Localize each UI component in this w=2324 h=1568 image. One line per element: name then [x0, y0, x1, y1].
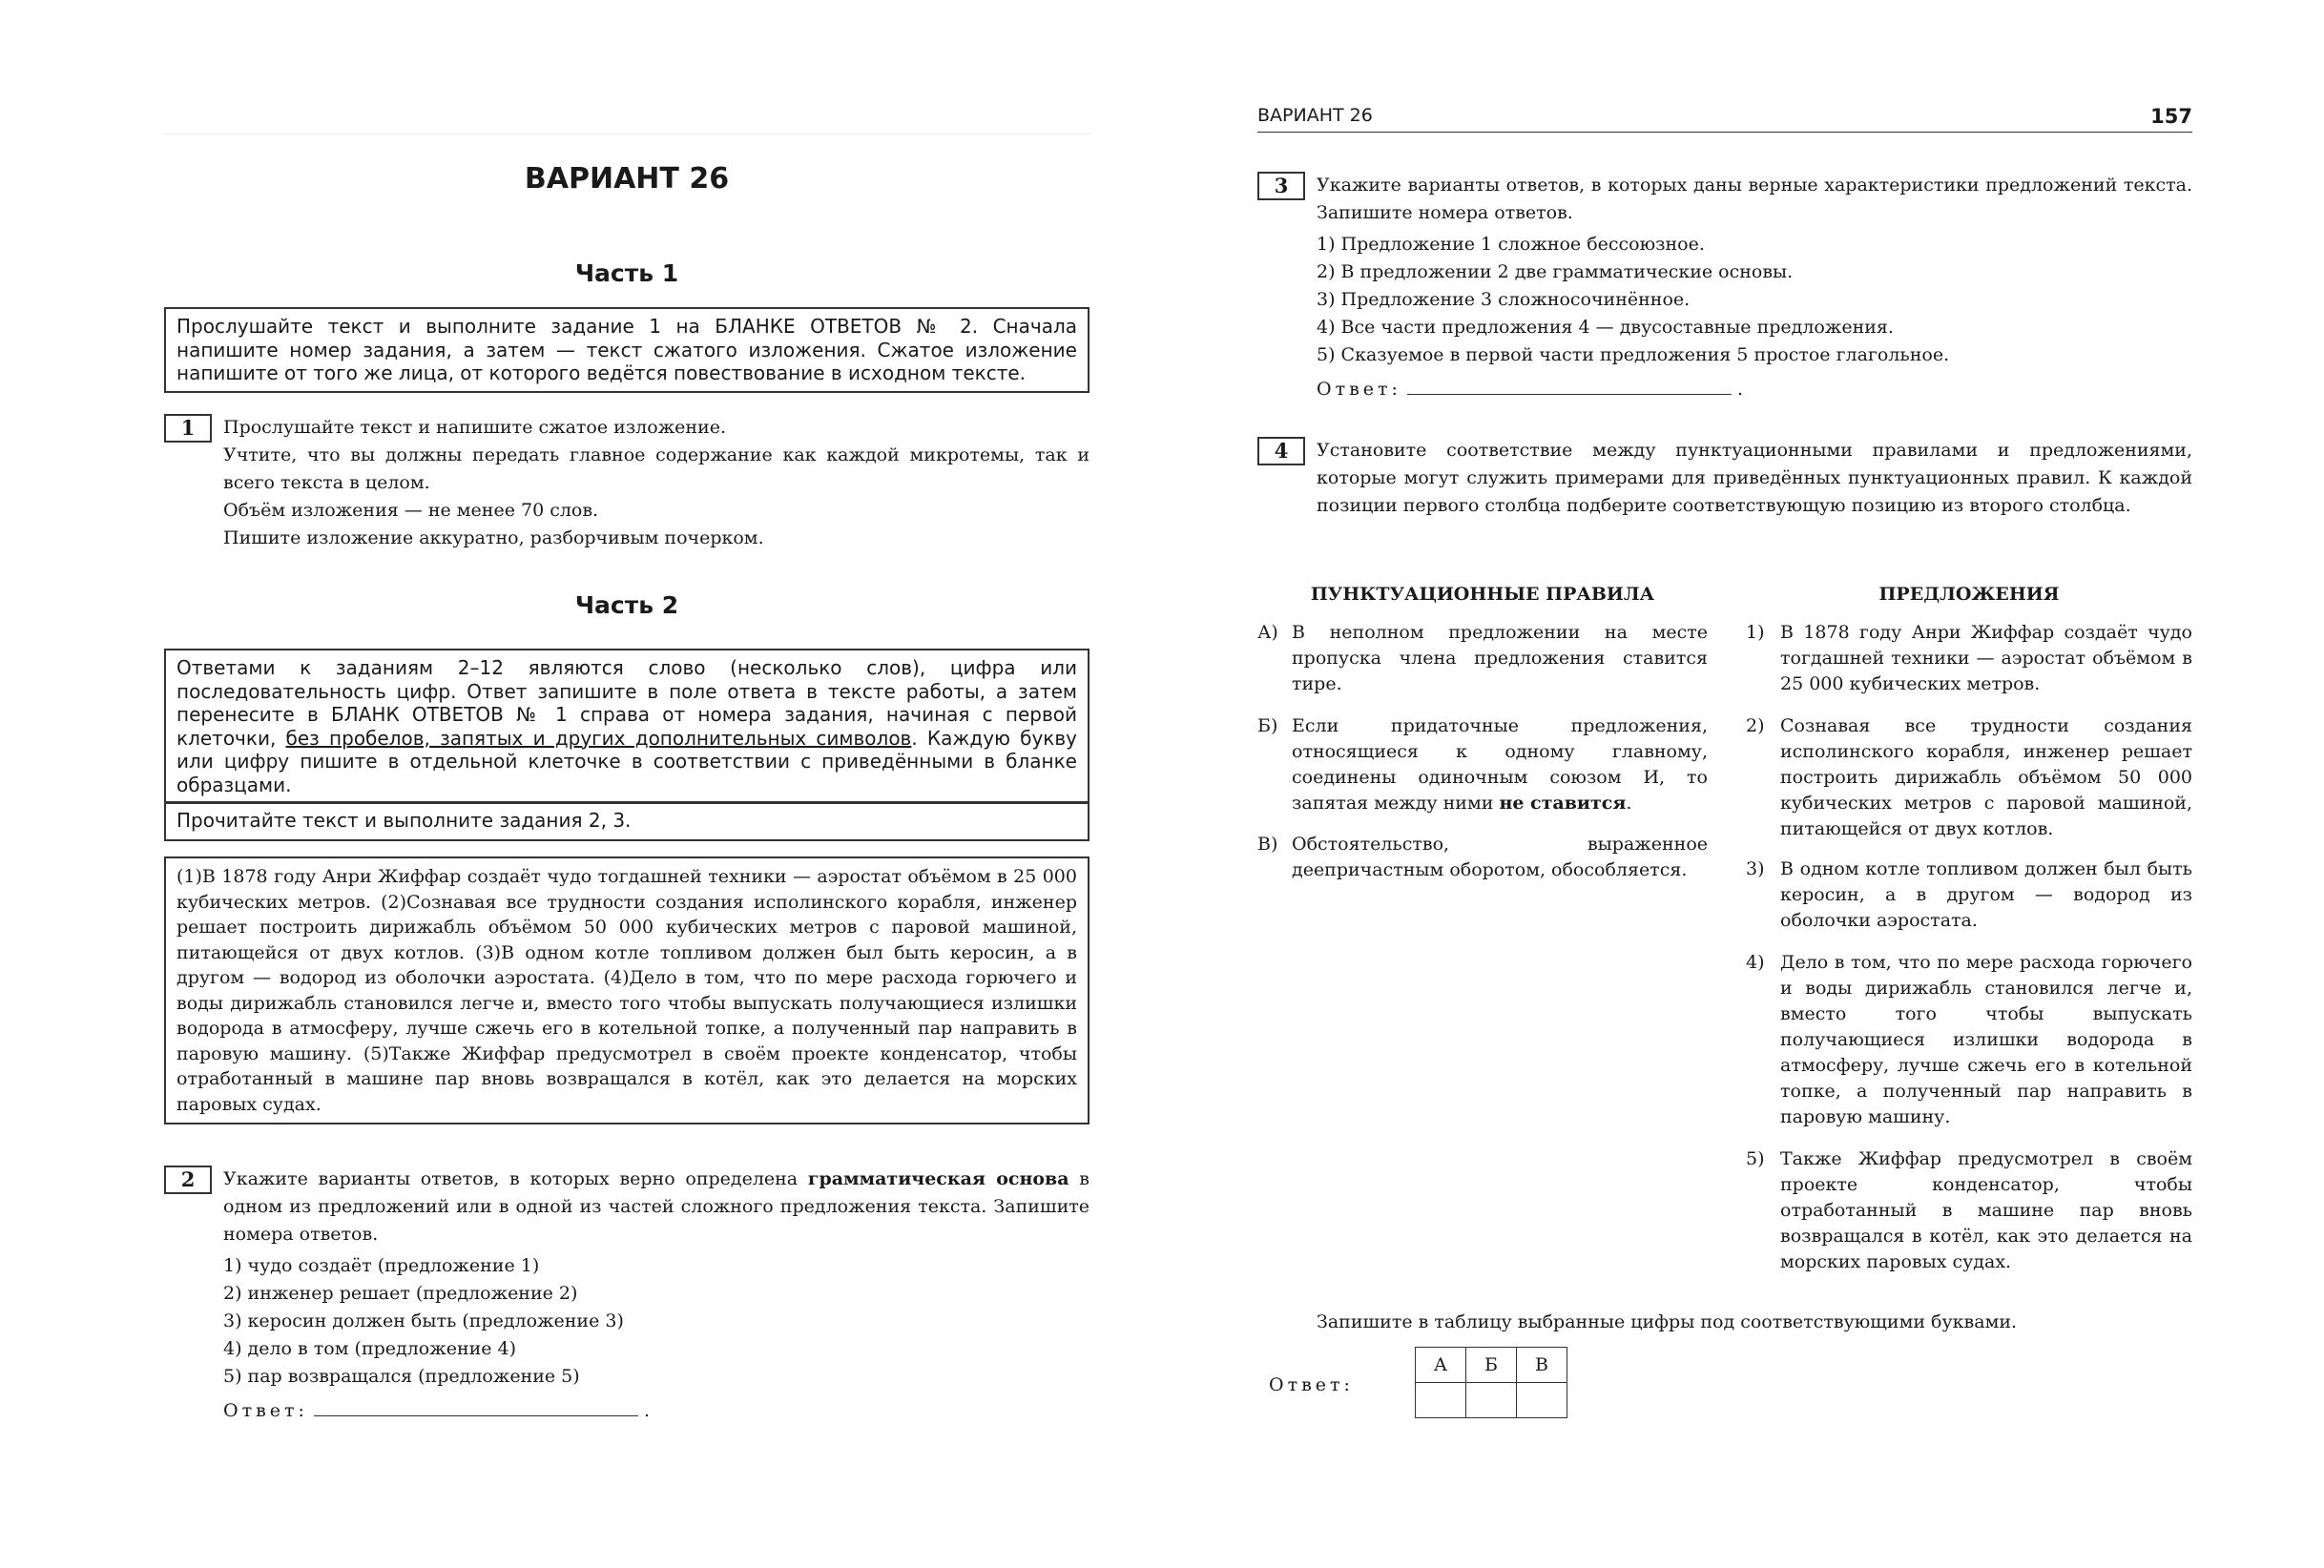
task3-answer-row: Ответ: .	[1317, 375, 2192, 403]
task4-number: 4	[1257, 437, 1305, 465]
task2-question-bold: грамматическая основа	[807, 1168, 1069, 1189]
task2-option: 2) инженер решает (предложение 2)	[223, 1283, 578, 1304]
task3-question: Укажите варианты ответов, в которых даны верные характеристики предложений текста. Запишите номера ответов.	[1317, 175, 2192, 223]
task2-question	[223, 1166, 1089, 1248]
sentence-label: 3)	[1746, 858, 1765, 879]
part1-instructions-box	[164, 307, 1089, 393]
task2-answer-field[interactable]	[314, 1396, 638, 1416]
rule-item	[1257, 713, 1708, 816]
sentence-item	[1746, 620, 2192, 697]
sentences-column-heading: ПРЕДЛОЖЕНИЯ	[1878, 584, 2060, 605]
task3-option: 1) Предложение 1 сложное бессоюзное.	[1317, 234, 1705, 255]
task1-body	[223, 414, 1089, 552]
task3-body	[1317, 172, 2192, 403]
part1-heading: Часть 1	[574, 259, 679, 287]
rule-text-bold: не ставится	[1499, 793, 1627, 814]
task2-option: 4) дело в том (предложение 4)	[223, 1338, 517, 1359]
rule-label: В)	[1257, 834, 1278, 855]
answer-cell-b[interactable]	[1466, 1383, 1517, 1418]
part2-instructions-box	[164, 649, 1089, 804]
rules-column-heading: ПУНКТУАЦИОННЫЕ ПРАВИЛА	[1310, 584, 1655, 605]
table-instruction: Запишите в таблицу выбранные цифры под соответствующими буквами.	[1317, 1311, 2018, 1332]
rule-label: А)	[1257, 622, 1278, 643]
part2-heading: Часть 2	[574, 591, 679, 619]
task2-answer-row: Ответ: .	[223, 1396, 1089, 1425]
task1-line3: Объём изложения — не менее 70 слов.	[223, 500, 599, 521]
task2-number: 2	[164, 1166, 212, 1194]
part1-instructions: Прослушайте текст и выполните задание 1 на БЛАНКЕ ОТВЕТОВ № 2. Сначала напишите номер задания, а затем — текст сжатого изложения. Сжатое изложение напишите от того же лица, от которого ведётся повествование в исходном тексте.	[176, 315, 1077, 384]
task4-question: Установите соответствие между пунктуационными правилами и предложениями, которые могут служить примерами для приведённых пунктуационных правил. К каждой позиции первого столбца подберите соответствующую позицию из второго столбца.	[1317, 440, 2192, 516]
rule-text-main: Если придаточные предложения, относящиеся к одному главному, соединены одиночным союзом И, то запятая между ними	[1292, 715, 1708, 814]
rule-text: Обстоятельство, выраженное деепричастным оборотом, обособляется.	[1292, 834, 1708, 880]
sentence-text: В 1878 году Анри Жиффар создаёт чудо тогдашней техники — аэростат объёмом в 25 000 кубических метров.	[1780, 622, 2192, 694]
task1-line4: Пишите изложение аккуратно, разборчивым почерком.	[223, 527, 764, 548]
rule-text	[1292, 713, 1708, 816]
rule-item	[1257, 832, 1708, 883]
sentence-item	[1746, 950, 2192, 1130]
task1-line1: Прослушайте текст и напишите сжатое изложение.	[223, 417, 727, 438]
task2-answer-label: Ответ:	[223, 1400, 308, 1421]
task4-answer-table	[1415, 1347, 1567, 1418]
rule-text-end: .	[1626, 793, 1632, 814]
task3-option: 4) Все части предложения 4 — двусоставные предложения.	[1317, 317, 1894, 338]
part2-instructions-b: . Каждую букву или цифру пишите в отдельной клеточке в соответствии с приведёнными в бланке образцами.	[176, 726, 1078, 796]
task2-option: 1) чудо создаёт (предложение 1)	[223, 1255, 540, 1276]
task2-question-b: в одном из предложений или в одной из частей сложного предложения текста. Запишите номера ответов.	[223, 1168, 1089, 1245]
part2-instructions-underlined: без пробелов, запятых и других дополнительных символов	[285, 726, 912, 750]
task4-answer-label: Ответ:	[1269, 1374, 1354, 1395]
read-instruction: Прочитайте текст и выполните задания 2, 3.	[176, 809, 632, 832]
running-header	[1257, 105, 2192, 133]
answer-cell-a[interactable]	[1416, 1383, 1466, 1418]
sentence-item	[1746, 856, 2192, 934]
task3-option: 5) Сказуемое в первой части предложения 5 простое глагольное.	[1317, 344, 1950, 365]
task2-option: 3) керосин должен быть (предложение 3)	[223, 1310, 624, 1331]
page-number: 157	[2150, 105, 2192, 128]
sentence-text: Сознавая все трудности создания исполинского корабля, инженер решает построить дирижабль объёмом 50 000 кубических метров с паровой машиной, питающейся от двух котлов.	[1780, 715, 2192, 839]
sentence-item	[1746, 1146, 2192, 1275]
task3-answer-field[interactable]	[1407, 375, 1732, 395]
task2-body	[223, 1166, 1089, 1425]
task3-answer-label: Ответ:	[1317, 379, 1401, 400]
sentence-text: Дело в том, что по мере расхода горючего и воды дирижабль становился легче и, вместо того чтобы выпускать получающиеся излишки водорода в атмосферу, лучше сжечь его в котельной топке, а полученный пар направить в паровую машину.	[1780, 952, 2192, 1127]
task2-question-a: Укажите варианты ответов, в которых верно определена	[223, 1168, 808, 1189]
task1-line2: Учтите, что вы должны передать главное содержание как каждой микротемы, так и всего текста в целом.	[223, 444, 1089, 493]
sentence-label: 2)	[1746, 715, 1765, 736]
passage-box	[164, 856, 1089, 1124]
task3-option: 2) В предложении 2 две грамматические основы.	[1317, 261, 1794, 282]
table-header-a: А	[1416, 1348, 1466, 1383]
rule-text: В неполном предложении на месте пропуска члена предложения ставится тире.	[1292, 622, 1708, 694]
answer-cell-v[interactable]	[1517, 1383, 1567, 1418]
sentence-label: 1)	[1746, 622, 1765, 643]
sentence-item	[1746, 713, 2192, 842]
task2-option: 5) пар возвращался (предложение 5)	[223, 1366, 580, 1387]
table-header-b: Б	[1466, 1348, 1517, 1383]
passage-text: (1)В 1878 году Анри Жиффар создаёт чудо тогдашней техники — аэростат объёмом в 25 000 кубических метров. (2)Сознавая все трудности создания исполинского корабля, инженер решает построить дирижабль объёмом 50 000 кубических метров с паровой машиной, питающейся от двух котлов. (3)В одном котле топливом должен был быть керосин, а в другом — водород из оболочки аэростата. (4)Дело в том, что по мере расхода горючего и воды дирижабль становился легче и, вместо того чтобы выпускать получающиеся излишки водорода в атмосферу, лучше сжечь его в котельной топке, а полученный пар направить в паровую машину. (5)Также Жиффар предусмотрел в своём проекте конденсатор, чтобы отработанный в машине пар вновь возвращался в котёл, как это делается на морских паровых судах.	[176, 866, 1077, 1115]
task3-option: 3) Предложение 3 сложносочинённое.	[1317, 289, 1691, 310]
rule-label: Б)	[1257, 715, 1278, 736]
task1-number: 1	[164, 414, 212, 443]
sentence-label: 5)	[1746, 1148, 1765, 1169]
sentence-text: В одном котле топливом должен был быть керосин, а в другом — водород из оболочки аэростата.	[1780, 858, 2192, 931]
part2-instructions-a: Ответами к заданиям 2–12 являются слово (несколько слов), цифра или последовательность цифр. Ответ запишите в поле ответа в тексте работы, а затем перенесите в БЛАНК ОТВЕТОВ № 1 справа от номера задания, начиная с первой клеточки,	[176, 656, 1077, 750]
table-header-v: В	[1517, 1348, 1567, 1383]
sentence-text: Также Жиффар предусмотрел в своём проекте конденсатор, чтобы отработанный в машине пар вновь возвращался в котёл, как это делается на морских паровых судах.	[1780, 1148, 2192, 1272]
variant-title: ВАРИАНТ 26	[524, 162, 730, 196]
task3-number: 3	[1257, 172, 1305, 200]
header-title: ВАРИАНТ 26	[1257, 105, 1373, 126]
rule-item	[1257, 620, 1708, 697]
read-instruction-box	[164, 801, 1089, 841]
sentence-label: 4)	[1746, 952, 1765, 973]
